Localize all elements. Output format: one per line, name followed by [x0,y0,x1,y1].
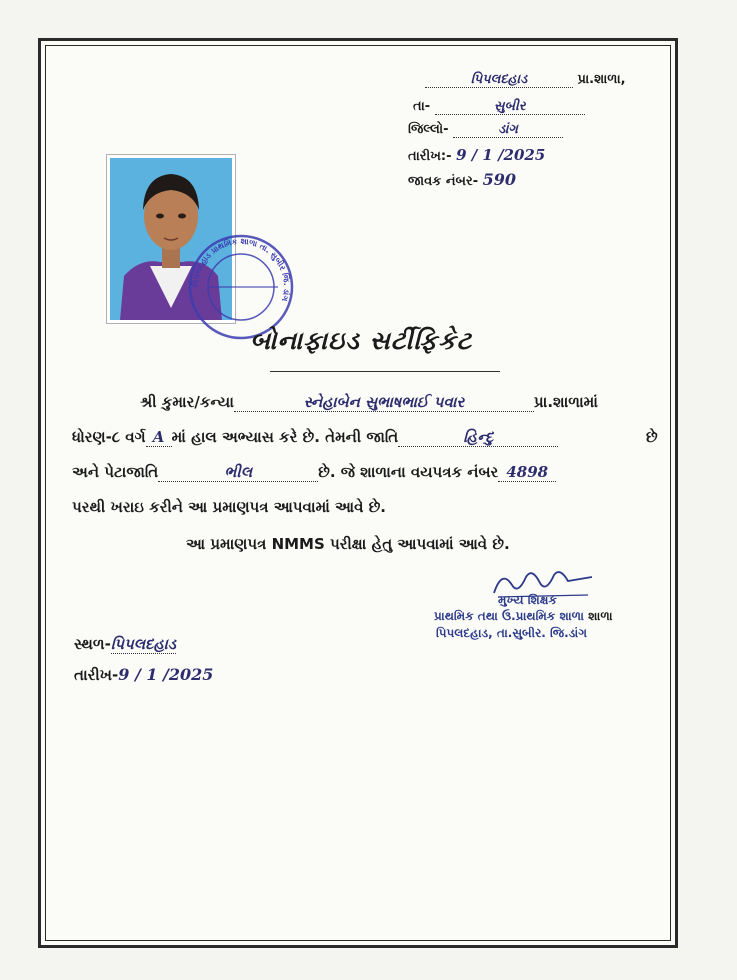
footer-date [74,665,213,684]
body-line-4: પરથી ખરાઇ કરીને આ પ્રમાણપત્ર આપવામાં આવે છે. [72,498,386,516]
outward-value: 590 [482,170,517,189]
line2-prefix: ધોરણ-૮ વર્ગ [72,428,146,446]
body-line-2 [72,428,558,447]
district-line [408,122,563,138]
svg-text:પિપલદહાડ પ્રાથમિક શાળા તા. સુબ [190,237,292,303]
date-value: 9 / 1 /2025 [456,146,546,164]
taluka-line [413,99,585,115]
line2-middle: માં હાલ અભ્યાસ કરે છે. તેમની જાતિ [171,428,399,446]
body-line-1 [140,393,598,412]
designation: મુખ્ય શિક્ષક [498,593,557,607]
title-underline [270,371,500,372]
taluka-value: સુબીર [435,99,585,115]
caste-value: હિન્દુ [398,428,558,447]
school-label: પ્રા.શાળા, [577,72,626,87]
date-line [408,146,545,164]
footer-date-label: તારીખ- [74,666,119,684]
footer-place [74,635,176,653]
subcaste-value: ભીલ [158,463,318,482]
date-label: તારીખ:- [408,149,452,164]
class-value: A [146,428,172,447]
school-value: પિપલદહાડ [425,72,573,88]
register-number: 4898 [498,463,556,482]
student-name: સ્નેહાબેન સુભાષભાઈ પવાર [234,393,534,412]
stamp-text: પિપલદહાડ પ્રાથમિક શાળા તા. સુબીર જિ. ડાંગ [190,236,292,303]
district-value: ડાંગ [453,122,563,138]
outward-line [408,170,516,189]
line2-suffix: છે [646,428,658,446]
line3-middle: છે. જે શાળાના વયપત્રક નંબર [318,463,499,481]
district-label: જિલ્લો- [408,122,449,137]
place-value: પિપલદહાડ [110,635,177,653]
taluka-label: તા- [413,99,431,114]
body-line-5: આ પ્રમાણપત્ર NMMS પરીક્ષા હેતુ આપવામાં આવે છે. [186,535,510,553]
certificate-title: બોનાફાઇડ સર્ટીફિકેટ [250,326,473,355]
outward-label: જાવક નંબર- [408,174,479,189]
school-name-line [434,609,613,624]
school-line [425,72,626,88]
line1-suffix: પ્રા.શાળામાં [533,393,598,411]
school-suffix: શાળા [588,609,613,623]
school-address: પિપલદહાડ, તા.સુબીર. જિ.ડાંગ [436,626,587,640]
school-name: પ્રાથમિક તથા ઉ.પ્રાથમિક શાળા [434,609,584,623]
line3-prefix: અને પેટાજાતિ [72,463,159,481]
body-line-3 [72,463,556,482]
footer-date-value: 9 / 1 /2025 [118,665,214,684]
place-label: સ્થળ- [74,635,111,653]
line1-prefix: શ્રી કુમાર/કન્યા [140,393,234,411]
